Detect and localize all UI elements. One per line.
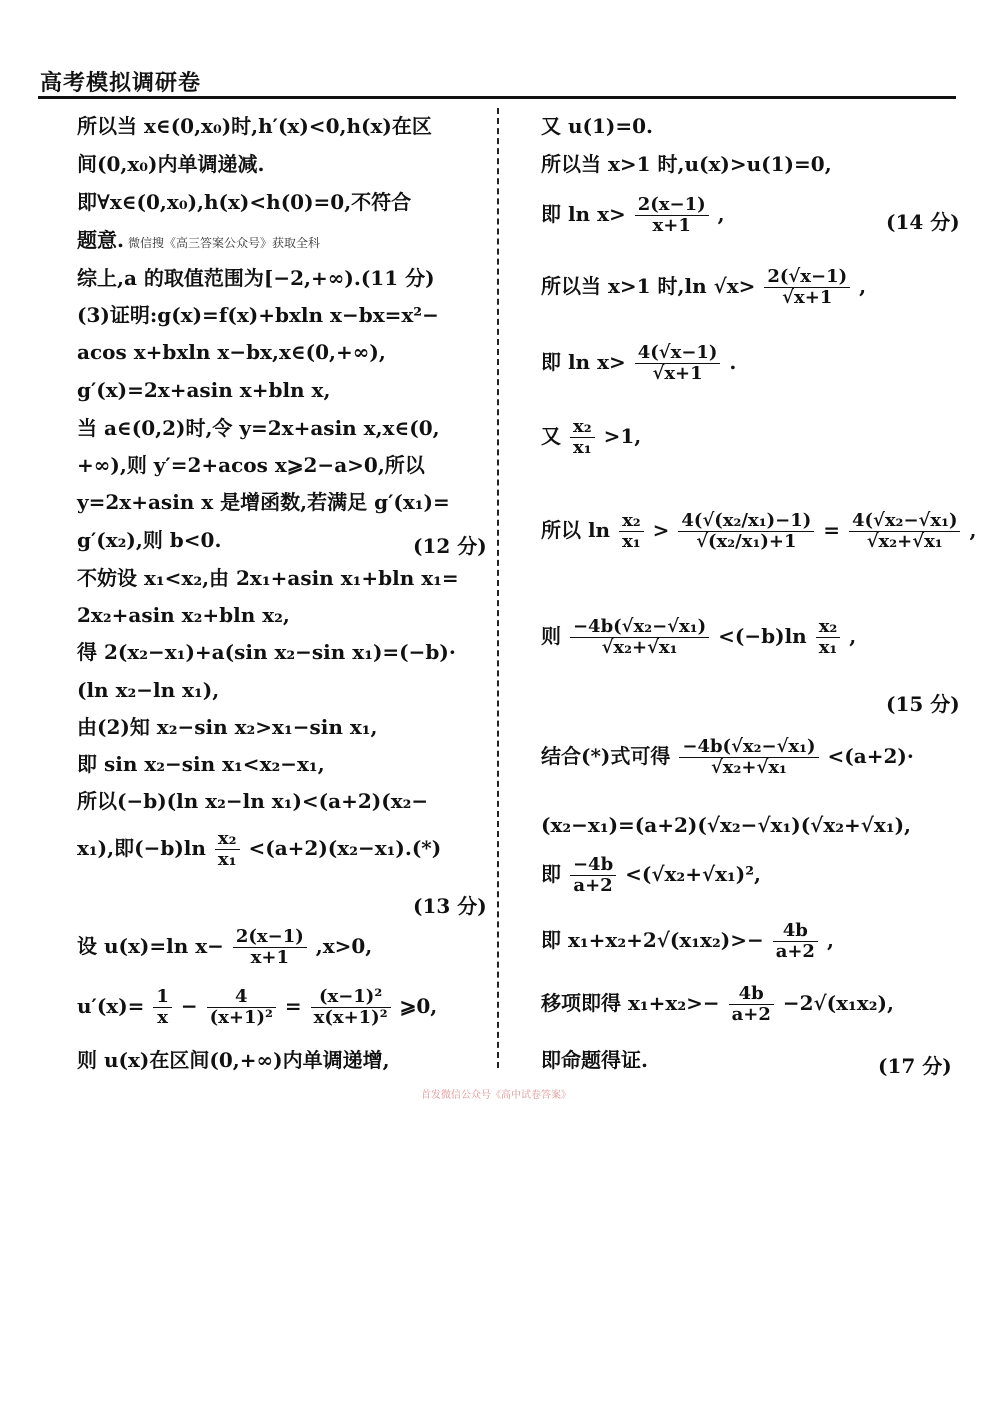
fraction xyxy=(816,618,841,657)
right-line-11 xyxy=(541,856,761,895)
fraction xyxy=(635,344,721,383)
left-line-4 xyxy=(77,230,320,250)
frac-den: a+2 xyxy=(731,1004,771,1025)
left-line-9: 当 a∈(0,2)时,令 y=2x+asin x,x∈(0, xyxy=(77,416,440,440)
left-line-3: 即∀x∈(0,x₀),h(x)<h(0)=0,不符合 xyxy=(77,190,412,214)
frac-den: x₁ xyxy=(622,531,641,552)
column-divider xyxy=(497,108,499,1068)
fraction xyxy=(153,988,172,1027)
right-line-3-a: 即 ln x> xyxy=(541,202,626,226)
fraction xyxy=(311,988,391,1027)
right-line-8 xyxy=(541,618,856,657)
frac-num: 2(x−1) xyxy=(635,196,709,216)
left-line-7: acos x+bxln x−bx,x∈(0,+∞), xyxy=(77,340,386,364)
frac-num: −4b(√x₂−√x₁) xyxy=(570,618,709,638)
header-rule xyxy=(38,96,956,99)
frac-den: √x₂+√x₁ xyxy=(601,637,678,658)
left-line-14: 2x₂+asin x₂+bln x₂, xyxy=(77,603,290,627)
frac-den: √x₂+√x₁ xyxy=(866,531,943,552)
right-line-9 xyxy=(541,738,914,777)
frac-num: x₂ xyxy=(816,618,841,638)
fraction xyxy=(207,988,276,1027)
left-line-21 xyxy=(77,928,372,967)
right-line-6 xyxy=(541,418,641,457)
right-line-7-b: , xyxy=(969,518,977,542)
fraction xyxy=(764,268,850,307)
right-line-5-a: 即 ln x> xyxy=(541,350,626,374)
right-line-11-b: <(√x₂+√x₁)², xyxy=(625,862,761,886)
fraction xyxy=(849,512,961,551)
fraction xyxy=(619,512,644,551)
right-line-13-b: −2√(x₁x₂), xyxy=(782,991,894,1015)
frac-num: 4b xyxy=(729,985,774,1005)
frac-num: 4 xyxy=(207,988,276,1008)
left-line-22-a: u′(x)= xyxy=(77,994,145,1018)
right-line-3 xyxy=(541,196,725,235)
right-line-13-a: 移项即得 x₁+x₂>− xyxy=(541,991,720,1015)
fraction xyxy=(570,618,709,657)
fraction xyxy=(679,738,818,777)
left-line-16: (ln x₂−ln x₁), xyxy=(77,678,220,702)
right-line-9-a: 结合(*)式可得 xyxy=(541,744,671,768)
left-line-13: 不妨设 x₁<x₂,由 2x₁+asin x₁+bln x₁= xyxy=(77,566,459,590)
right-line-7 xyxy=(541,512,976,551)
right-line-12-a: 即 x₁+x₂+2√(x₁x₂)>− xyxy=(541,928,764,952)
right-line-8-b: , xyxy=(849,624,857,648)
frac-num: 2(x−1) xyxy=(233,928,307,948)
frac-num: 4(√x−1) xyxy=(635,344,721,364)
left-line-19: 所以(−b)(ln x₂−ln x₁)<(a+2)(x₂− xyxy=(77,789,429,813)
right-line-6-a: 又 xyxy=(541,424,561,448)
frac-num: 4(√x₂−√x₁) xyxy=(849,512,961,532)
left-line-20 xyxy=(77,830,441,869)
left-line-11: y=2x+asin x 是增函数,若满足 g′(x₁)= xyxy=(77,490,450,514)
score-15: (15 分) xyxy=(886,692,960,716)
left-line-20-a: x₁),即(−b)ln xyxy=(77,836,206,860)
right-line-9-b: <(a+2)· xyxy=(827,744,914,768)
left-line-5: 综上,a 的取值范围为[−2,+∞).(11 分) xyxy=(77,266,435,290)
right-line-5 xyxy=(541,344,736,383)
right-line-4-a: 所以当 x>1 时,ln √x> xyxy=(541,274,756,298)
fraction xyxy=(729,985,774,1024)
left-line-8: g′(x)=2x+asin x+bln x, xyxy=(77,378,331,402)
frac-den: x₁ xyxy=(818,637,838,658)
frac-num: −4b xyxy=(570,856,616,876)
page-header-title: 高考模拟调研卷 xyxy=(40,71,202,96)
footer-watermark: 首发微信公众号《高中试卷答案》 xyxy=(421,1090,571,1101)
right-line-13 xyxy=(541,985,894,1024)
left-line-4-text: 题意. xyxy=(77,228,124,252)
left-line-12: g′(x₂),则 b<0. xyxy=(77,528,222,552)
right-line-5-b: . xyxy=(729,350,737,374)
operator: > xyxy=(652,518,670,542)
left-line-21-a: 设 u(x)=ln x− xyxy=(77,934,224,958)
frac-num: 4(√(x₂/x₁)−1) xyxy=(678,512,814,532)
left-line-1: 所以当 x∈(0,x₀)时,h′(x)<0,h(x)在区 xyxy=(77,114,432,138)
fraction-x2-over-x1 xyxy=(215,830,240,869)
fraction xyxy=(678,512,814,551)
left-line-15: 得 2(x₂−x₁)+a(sin x₂−sin x₁)=(−b)· xyxy=(77,640,456,664)
fraction xyxy=(635,196,709,235)
left-line-22-b: ⩾0, xyxy=(399,994,438,1018)
frac-den: x xyxy=(157,1007,169,1028)
frac-den: x₁ xyxy=(572,437,592,458)
left-line-6: (3)证明:g(x)=f(x)+bxln x−bx=x²− xyxy=(77,303,439,327)
frac-num: x₂ xyxy=(570,418,595,438)
left-line-2: 间(0,x₀)内单调递减. xyxy=(77,152,265,176)
frac-num: 1 xyxy=(153,988,172,1008)
fraction xyxy=(570,418,595,457)
frac-den: x(x+1)² xyxy=(313,1007,388,1028)
score-17: (17 分) xyxy=(878,1054,952,1078)
operator: = xyxy=(284,994,302,1018)
right-line-3-b: , xyxy=(717,202,725,226)
right-line-4-b: , xyxy=(859,274,867,298)
frac-num: (x−1)² xyxy=(311,988,391,1008)
right-line-6-b: >1, xyxy=(603,424,642,448)
frac-den: a+2 xyxy=(775,941,815,962)
frac-num: x₂ xyxy=(619,512,644,532)
right-line-4 xyxy=(541,268,866,307)
left-line-10: +∞),则 y′=2+acos x⩾2−a>0,所以 xyxy=(77,453,425,477)
right-line-8-a: 则 xyxy=(541,624,561,648)
right-line-1: 又 u(1)=0. xyxy=(541,114,653,138)
right-line-12 xyxy=(541,922,834,961)
left-line-21-b: ,x>0, xyxy=(315,934,373,958)
frac-den: x+1 xyxy=(250,947,289,968)
score-13: (13 分) xyxy=(413,894,487,918)
fraction xyxy=(233,928,307,967)
left-line-20-b: <(a+2)(x₂−x₁).(*) xyxy=(248,836,442,860)
frac-num: −4b(√x₂−√x₁) xyxy=(679,738,818,758)
frac-den: x₁ xyxy=(217,849,237,870)
frac-den: √x+1 xyxy=(652,363,703,384)
right-line-12-b: , xyxy=(826,928,834,952)
right-line-11-a: 即 xyxy=(541,862,561,886)
right-line-10: (x₂−x₁)=(a+2)(√x₂−√x₁)(√x₂+√x₁), xyxy=(541,813,912,837)
right-line-14: 即命题得证. xyxy=(541,1048,648,1072)
left-line-22 xyxy=(77,988,437,1027)
left-line-18: 即 sin x₂−sin x₁<x₂−x₁, xyxy=(77,752,325,776)
frac-num: x₂ xyxy=(215,830,240,850)
left-line-23: 则 u(x)在区间(0,+∞)内单调递增, xyxy=(77,1048,390,1072)
right-line-7-a: 所以 ln xyxy=(541,518,611,542)
inline-watermark: 微信搜《高三答案公众号》获取全科 xyxy=(127,236,320,250)
left-line-17: 由(2)知 x₂−sin x₂>x₁−sin x₁, xyxy=(77,715,378,739)
operator: = xyxy=(823,518,840,542)
frac-den: a+2 xyxy=(573,875,613,896)
frac-den: √x₂+√x₁ xyxy=(710,757,787,778)
score-12: (12 分) xyxy=(413,534,487,558)
frac-den: x+1 xyxy=(652,215,691,236)
right-line-2: 所以当 x>1 时,u(x)>u(1)=0, xyxy=(541,152,832,176)
operator: − xyxy=(180,994,198,1018)
frac-num: 4b xyxy=(773,922,818,942)
frac-den: (x+1)² xyxy=(209,1007,273,1028)
operator: <(−b)ln xyxy=(718,624,807,648)
fraction xyxy=(570,856,616,895)
frac-den: √x+1 xyxy=(782,287,833,308)
fraction xyxy=(773,922,818,961)
frac-num: 2(√x−1) xyxy=(764,268,850,288)
score-14: (14 分) xyxy=(886,210,960,234)
frac-den: √(x₂/x₁)+1 xyxy=(696,531,797,552)
